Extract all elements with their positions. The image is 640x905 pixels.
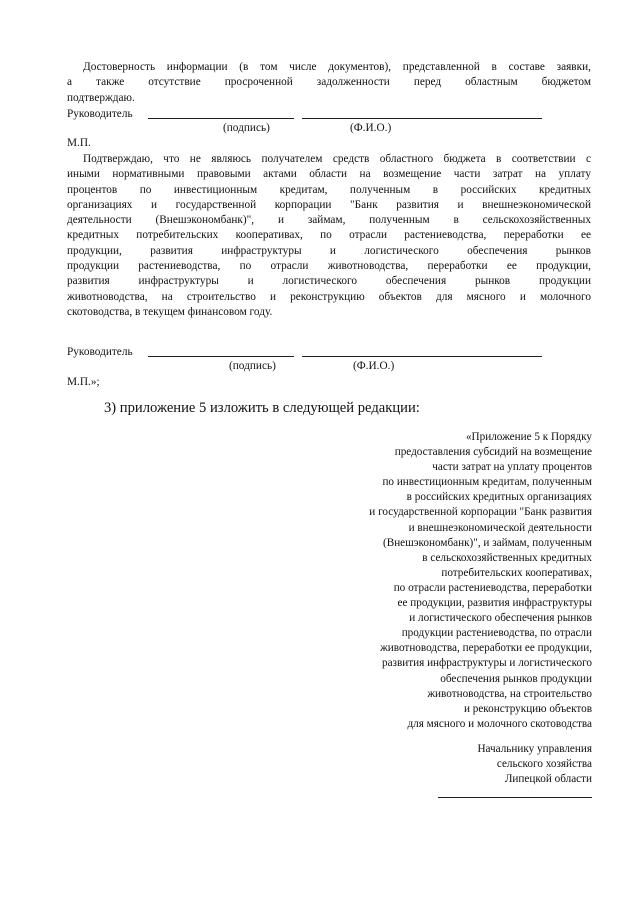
appendix-line: предоставления субсидий на возмещение: [394, 446, 592, 459]
addressee-line: Липецкой области: [504, 773, 592, 786]
appendix-line: развития инфраструктуры и логистического: [382, 657, 592, 670]
text-line: иными нормативными правовыми актами области на возмещение части затрат на уплату: [67, 168, 591, 181]
confirmation-paragraph-2: [67, 152, 591, 320]
appendix-line: животноводства, переработки ее продукции,: [380, 642, 592, 655]
text-line: скотоводства, в текущем финансовом году.: [67, 305, 273, 318]
name-caption: (Ф.И.О.): [350, 122, 392, 134]
appendix-line: (Внешэкономбанк)", и займам, полученным: [383, 536, 592, 549]
appendix-line: обеспечения рынков продукции: [440, 672, 592, 685]
head-label: Руководитель: [67, 346, 133, 358]
amendment-heading: 3) приложение 5 изложить в следующей редакции:: [104, 400, 420, 416]
addressee-block: [477, 742, 592, 787]
signature-line: [148, 118, 294, 119]
stamp-placeholder: М.П.»;: [67, 376, 100, 388]
addressee-name-line: [438, 797, 592, 798]
appendix-line: «Приложение 5 к Порядку: [465, 431, 592, 443]
name-line: [302, 118, 542, 119]
name-line: [302, 356, 542, 357]
addressee-line: Начальнику управления: [477, 743, 592, 755]
text-line: а также отсутствие просроченной задолженности перед областным бюджетом: [67, 76, 591, 89]
appendix-line: и государственной корпорации "Банк развития: [369, 506, 592, 519]
text-line: деятельности (Внешэкономбанк)", и займам, полученным в сельскохозяйственных: [67, 214, 591, 227]
appendix-line: и реконструкцию объектов: [463, 702, 592, 715]
appendix-line: ее продукции, развития инфраструктуры: [397, 597, 592, 610]
text-line: кредитных потребительских кооперативах, по отрасли растениеводства, переработки ее: [67, 229, 591, 242]
text-line: процентов по инвестиционным кредитам, полученным в российских кредитных: [67, 183, 591, 196]
appendix-line: для мясного и молочного скотоводства: [407, 717, 592, 730]
head-label: Руководитель: [67, 108, 133, 120]
text-line: подтверждаю.: [67, 91, 135, 104]
appendix-line: по инвестиционным кредитам, полученным: [382, 476, 592, 489]
appendix-line: и логистического обеспечения рынков: [409, 612, 592, 625]
appendix-line: в сельскохозяйственных кредитных: [422, 551, 592, 564]
text-line: организациях и государственной корпорации "Банк развития и внешнеэкономической: [67, 198, 591, 211]
appendix-line: и внешнеэкономической деятельности: [408, 521, 592, 534]
appendix-line: животноводства, на строительство: [427, 687, 592, 700]
appendix-line: части затрат на уплату процентов: [432, 461, 592, 474]
signature-caption: (подпись): [229, 360, 276, 372]
signature-line: [148, 356, 294, 357]
text-line: животноводства, на строительство и реконструкцию объектов для мясного и молочного: [67, 290, 591, 303]
text-line: Подтверждаю, что не являюсь получателем средств областного бюджета в соответствии с: [83, 153, 591, 165]
text-line: продукции, развития инфраструктуры и логистического обеспечения рынков: [67, 244, 591, 257]
addressee-line: сельского хозяйства: [496, 758, 592, 771]
name-caption: (Ф.И.О.): [353, 360, 395, 372]
stamp-placeholder: М.П.: [67, 137, 91, 149]
text-line: продукции растениеводства, по отрасли животноводства, переработки ее продукции,: [67, 260, 591, 273]
confirmation-paragraph-1: [67, 60, 591, 106]
appendix-header: [369, 430, 592, 732]
appendix-line: потребительских кооперативах,: [441, 566, 592, 579]
appendix-line: в российских кредитных организациях: [406, 491, 592, 504]
text-line: Достоверность информации (в том числе документов), представленной в составе заявки,: [83, 61, 591, 73]
appendix-line: по отрасли растениеводства, переработки: [393, 581, 592, 594]
text-line: развития инфраструктуры и логистического обеспечения рынков продукции: [67, 275, 591, 288]
signature-caption: (подпись): [223, 122, 270, 134]
appendix-line: продукции растениеводства, по отрасли: [401, 627, 592, 640]
